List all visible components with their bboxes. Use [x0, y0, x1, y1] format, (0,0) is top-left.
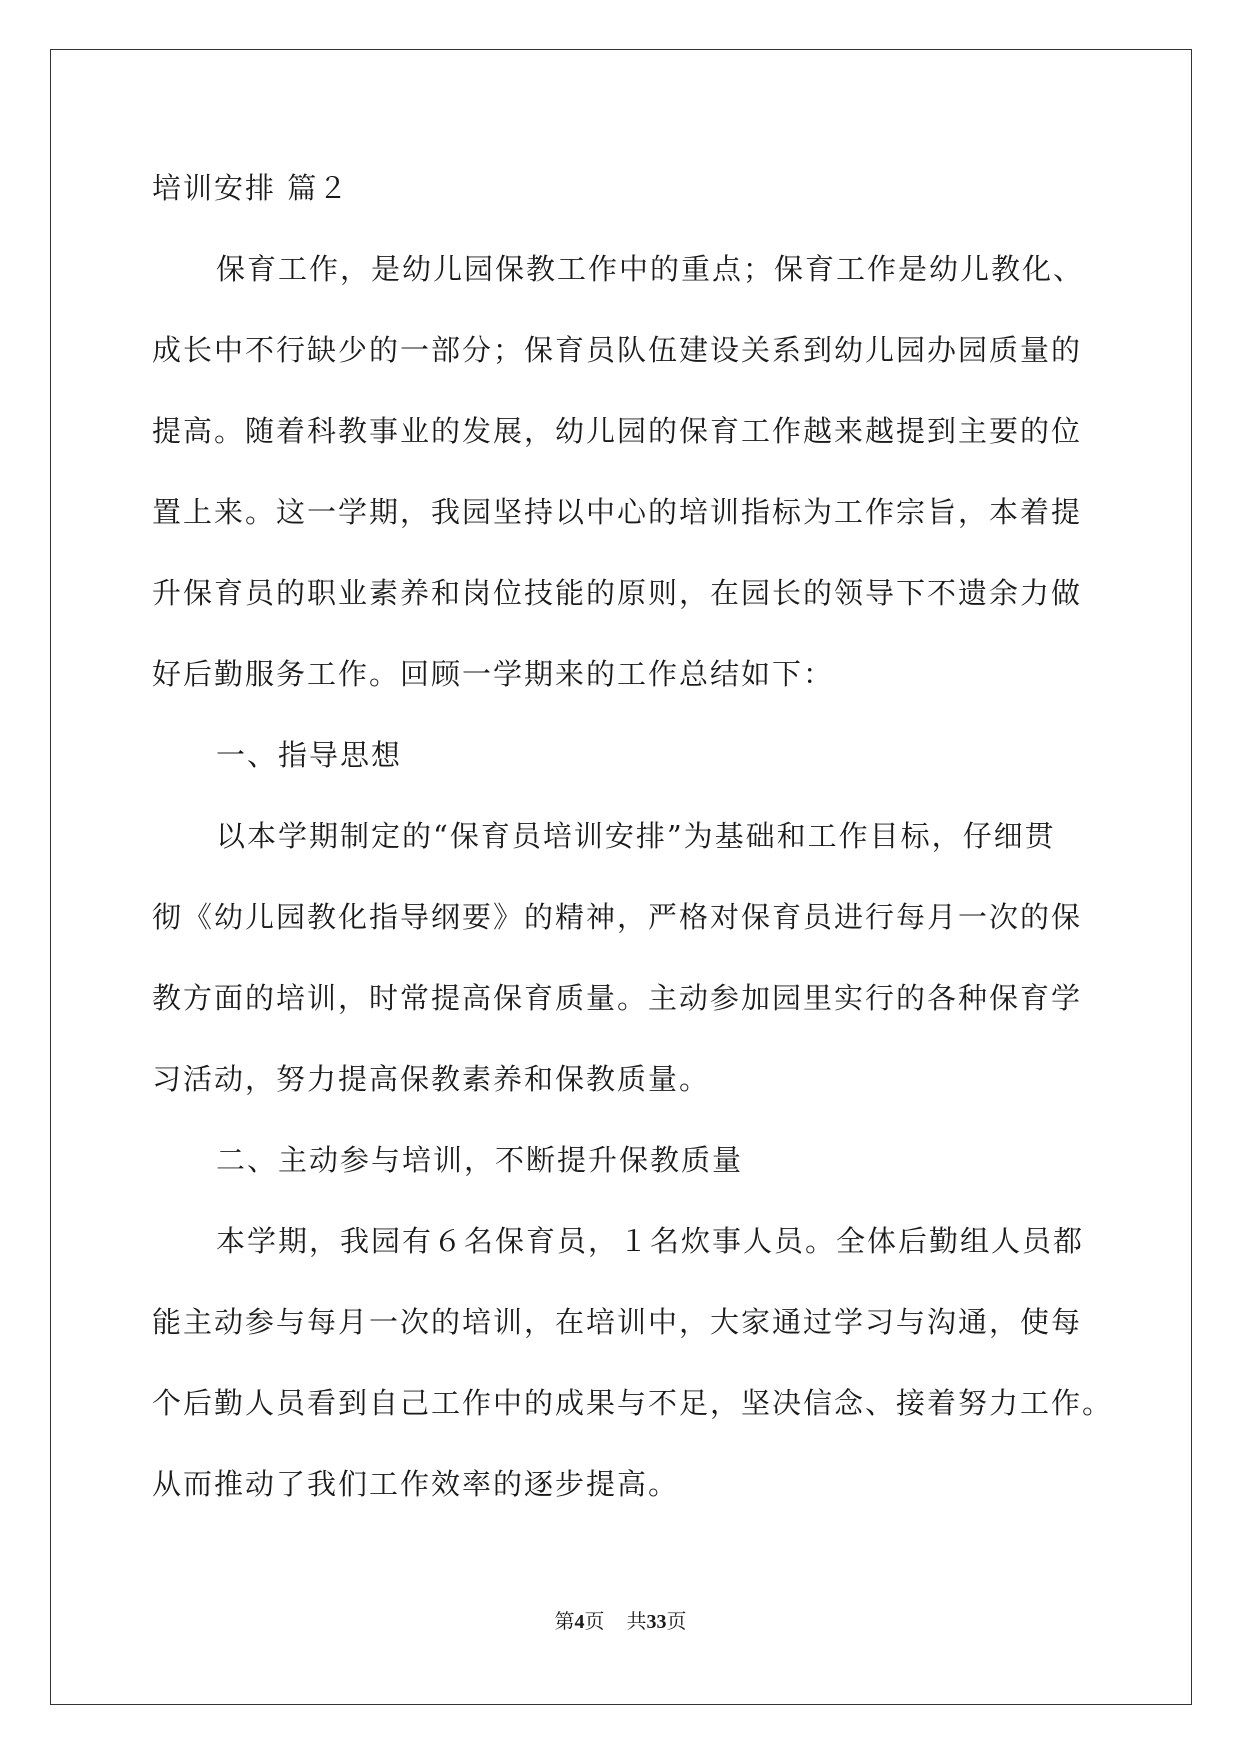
paragraph-line: 升保育员的职业素养和岗位技能的原则，在园长的领导下不遗余力做 — [152, 576, 1083, 610]
section-title: 培训安排 篇２ — [152, 171, 350, 205]
paragraph-line: 本学期，我园有６名保育员，１名炊事人员。全体后勤组人员都 — [216, 1224, 1085, 1258]
document-body — [152, 163, 1112, 1540]
heading-active-training: 二、主动参与培训，不断提升保教质量 — [216, 1143, 744, 1177]
paragraph-line: 以本学期制定的“保育员培训安排”为基础和工作目标，仔细贯 — [216, 819, 1056, 853]
paragraph-line: 习活动，努力提高保教素养和保教质量。 — [152, 1062, 711, 1096]
paragraph-line: 成长中不行缺少的一部分；保育员队伍建设关系到幼儿园办园质量的 — [152, 333, 1083, 367]
heading-guiding-ideology: 一、指导思想 — [216, 738, 403, 772]
paragraph-line: 个后勤人员看到自己工作中的成果与不足，坚决信念、接着努力工作。 — [152, 1386, 1114, 1420]
paragraph-line: 能主动参与每月一次的培训，在培训中，大家通过学习与沟通，使每 — [152, 1305, 1083, 1339]
paragraph-line: 保育工作，是幼儿园保教工作中的重点；保育工作是幼儿教化、 — [216, 252, 1085, 286]
page-footer — [0, 1605, 1241, 1634]
paragraph-line: 从而推动了我们工作效率的逐步提高。 — [152, 1467, 680, 1501]
page-number-current: 第4页 — [554, 1609, 605, 1633]
paragraph-line: 好后勤服务工作。回顾一学期来的工作总结如下： — [152, 657, 835, 691]
page-number-total: 共33页 — [626, 1609, 687, 1633]
paragraph-line: 提高。随着科教事业的发展，幼儿园的保育工作越来越提到主要的位 — [152, 414, 1083, 448]
paragraph-line: 置上来。这一学期，我园坚持以中心的培训指标为工作宗旨，本着提 — [152, 495, 1083, 529]
paragraph-line: 教方面的培训，时常提高保育质量。主动参加园里实行的各种保育学 — [152, 981, 1083, 1015]
paragraph-line: 彻《幼儿园教化指导纲要》的精神，严格对保育员进行每月一次的保 — [152, 900, 1083, 934]
